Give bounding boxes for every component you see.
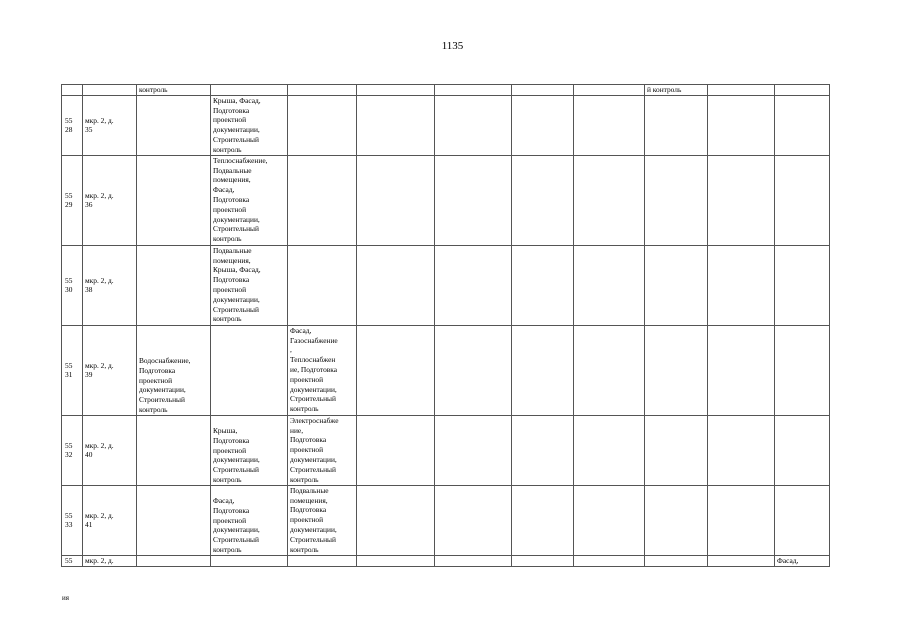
table-cell — [435, 155, 512, 245]
table-cell — [645, 95, 708, 155]
table-cell — [83, 85, 137, 96]
table-cell — [357, 245, 435, 325]
table-cell — [435, 245, 512, 325]
table-cell — [357, 485, 435, 555]
table-cell — [708, 85, 775, 96]
table-cell — [574, 95, 645, 155]
table-cell — [512, 95, 574, 155]
table-cell — [574, 245, 645, 325]
row-number: 55 28 — [62, 95, 83, 155]
table-cell — [62, 85, 83, 96]
table-cell — [512, 245, 574, 325]
table-cell — [357, 415, 435, 485]
table-cell — [775, 155, 830, 245]
row-number: 55 31 — [62, 325, 83, 415]
table-cell — [288, 85, 357, 96]
table-cell — [775, 415, 830, 485]
table-cell: Крыша, Подготовка проектной документации, Строительный контроль — [211, 415, 288, 485]
table-cell: Электроснабже ние, Подготовка проектной документации, Строительный контроль — [288, 415, 357, 485]
table-cell — [512, 325, 574, 415]
table-cell — [574, 325, 645, 415]
table-cell — [357, 155, 435, 245]
table-cell — [435, 555, 512, 566]
table-cell — [708, 95, 775, 155]
table-row — [62, 325, 830, 415]
table-cell: Подвальные помещения, Крыша, Фасад, Подготовка проектной документации, Строительный контроль — [211, 245, 288, 325]
table-row — [62, 415, 830, 485]
table-cell — [357, 85, 435, 96]
row-number: 55 32 — [62, 415, 83, 485]
row-number: 55 33 — [62, 485, 83, 555]
table-row — [62, 155, 830, 245]
table-cell — [708, 485, 775, 555]
row-address: мкр. 2, д. — [83, 555, 137, 566]
table-cell — [775, 85, 830, 96]
table-row — [62, 485, 830, 555]
table-cell — [357, 555, 435, 566]
table-cell: контроль — [137, 85, 211, 96]
table-cell — [645, 245, 708, 325]
table-cell — [137, 415, 211, 485]
table-cell — [137, 245, 211, 325]
table-cell — [708, 415, 775, 485]
table-cell — [512, 415, 574, 485]
table-cell — [708, 245, 775, 325]
table-cell — [512, 555, 574, 566]
table-cell — [708, 555, 775, 566]
row-address: мкр. 2, д. 35 — [83, 95, 137, 155]
table-cell — [211, 555, 288, 566]
table-cell — [775, 95, 830, 155]
table-cell: Теплоснабжение, Подвальные помещения, Фасад, Подготовка проектной документации, Строительный контроль — [211, 155, 288, 245]
table-cell — [574, 85, 645, 96]
table-cell: Подвальные помещения, Подготовка проектной документации, Строительный контроль — [288, 485, 357, 555]
table-cell — [435, 485, 512, 555]
table-cell — [288, 555, 357, 566]
table-cell — [645, 415, 708, 485]
table-cell — [137, 155, 211, 245]
partial-row — [62, 555, 830, 566]
table-cell — [775, 325, 830, 415]
table-cell — [645, 485, 708, 555]
table-cell — [435, 85, 512, 96]
table-cell — [435, 415, 512, 485]
table-cell — [137, 95, 211, 155]
footer-note: ия — [62, 594, 69, 602]
table-cell: Крыша, Фасад, Подготовка проектной документации, Строительный контроль — [211, 95, 288, 155]
table-cell — [574, 415, 645, 485]
table-cell — [288, 245, 357, 325]
table-cell — [645, 325, 708, 415]
table-cell — [512, 485, 574, 555]
page-number: 1135 — [441, 40, 464, 52]
table-cell — [357, 325, 435, 415]
row-number: 55 — [62, 555, 83, 566]
table-cell — [288, 95, 357, 155]
table-cell: Фасад, Газоснабжение , Теплоснабжен ие, Подготовка проектной документации, Строительный контроль — [288, 325, 357, 415]
table-cell — [211, 325, 288, 415]
table-cell: Фасад, — [775, 555, 830, 566]
table-cell — [708, 325, 775, 415]
table-cell — [775, 245, 830, 325]
row-address: мкр. 2, д. 39 — [83, 325, 137, 415]
table-cell — [645, 155, 708, 245]
table-cell — [574, 555, 645, 566]
table-cell — [435, 325, 512, 415]
row-number: 55 30 — [62, 245, 83, 325]
table-cell — [137, 485, 211, 555]
table-cell — [512, 85, 574, 96]
table-cell — [288, 155, 357, 245]
table-row — [62, 245, 830, 325]
table-cell — [708, 155, 775, 245]
row-number: 55 29 — [62, 155, 83, 245]
row-address: мкр. 2, д. 36 — [83, 155, 137, 245]
table-cell — [512, 155, 574, 245]
table-cell — [574, 485, 645, 555]
capital-repair-table — [61, 84, 830, 567]
row-address: мкр. 2, д. 38 — [83, 245, 137, 325]
table-cell — [574, 155, 645, 245]
table-cell — [645, 555, 708, 566]
table-cell: й контроль — [645, 85, 708, 96]
row-address: мкр. 2, д. 40 — [83, 415, 137, 485]
table-cell — [357, 95, 435, 155]
row-address: мкр. 2, д. 41 — [83, 485, 137, 555]
table-cell: Водоснабжение, Подготовка проектной документации, Строительный контроль — [137, 325, 211, 415]
table-cell — [435, 95, 512, 155]
table-cell — [775, 485, 830, 555]
table-row — [62, 95, 830, 155]
continuation-row — [62, 85, 830, 96]
table-cell — [211, 85, 288, 96]
table-cell: Фасад, Подготовка проектной документации, Строительный контроль — [211, 485, 288, 555]
table-cell — [137, 555, 211, 566]
